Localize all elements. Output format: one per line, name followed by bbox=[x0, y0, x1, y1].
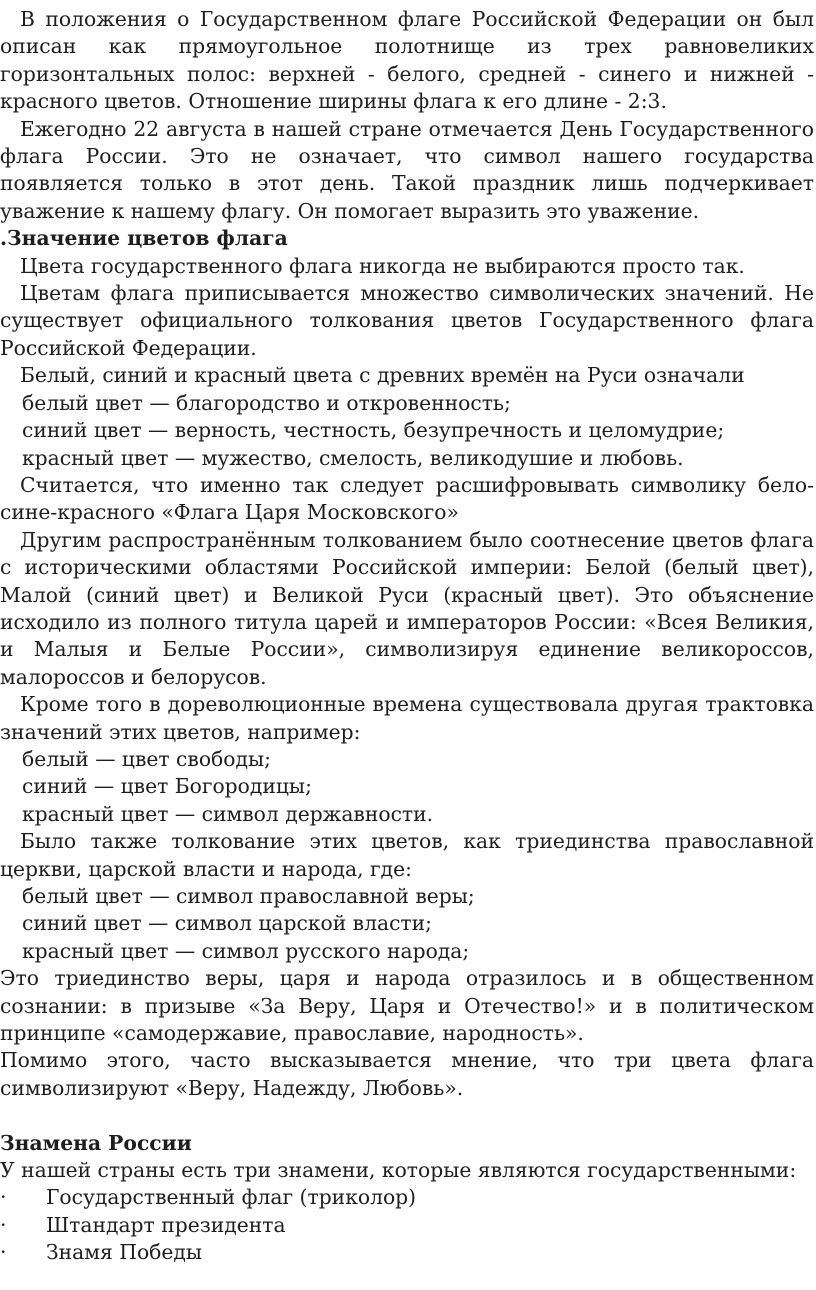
paragraph-flag-day: Ежегодно 22 августа в нашей стране отмечается День Государственного флага России. Это не означает, что символ нашего государства появляется только в этот день. Такой праздник лишь подчеркивает уважение к нашему флагу. Он помогает выразить это уважение. bbox=[0, 116, 814, 223]
bullet-marker: · bbox=[0, 1240, 7, 1265]
bullet-text: Государственный флаг (триколор) bbox=[46, 1185, 417, 1210]
list-item: красный цвет — символ державности. bbox=[22, 801, 434, 826]
paragraph-faith-hope-love: Помимо этого, часто высказывается мнение, что три цвета флага символизируют «Веру, Надежду, Любовь». bbox=[0, 1048, 814, 1100]
list-item: белый — цвет свободы; bbox=[22, 746, 271, 771]
bullet-text: Штандарт президента bbox=[46, 1212, 286, 1237]
bullet-marker: · bbox=[0, 1212, 7, 1237]
bullet-text: Знамя Победы bbox=[46, 1240, 203, 1265]
list-item: красный цвет — символ русского народа; bbox=[22, 938, 470, 963]
blank-line bbox=[0, 1102, 814, 1129]
list-item: синий цвет — верность, честность, безупречность и целомудрие; bbox=[22, 418, 725, 443]
paragraph-flag-description: В положения о Государственном флаге Российской Федерации он был описан как прямоугольное полотнище из трех равновеликих горизонтальных полос: верхней - белого, средней - синего и нижней - красного цветов. Отношение ширины флага к его длине - 2:3. bbox=[0, 7, 814, 114]
heading-colors-meaning: .Значение цветов флага bbox=[0, 226, 288, 251]
list-item: синий цвет — символ царской власти; bbox=[22, 911, 432, 936]
list-item: белый цвет — благородство и откровенность; bbox=[22, 390, 511, 415]
bullet-item bbox=[0, 1212, 814, 1239]
paragraph-tsar-flag: Считается, что именно так следует расшифровывать символику бело-сине-красного «Флага Царя Московского» bbox=[0, 472, 814, 525]
paragraph-colors-intro: Цвета государственного флага никогда не выбираются просто так. bbox=[20, 253, 745, 278]
list-item: синий — цвет Богородицы; bbox=[22, 774, 312, 799]
paragraph-ancient-meaning: Белый, синий и красный цвета с древних времён на Руси означали bbox=[20, 363, 745, 388]
heading-banners-of-russia: Знамена России bbox=[0, 1130, 192, 1155]
bullet-item bbox=[0, 1239, 814, 1266]
bullet-marker: · bbox=[0, 1185, 7, 1210]
list-item: белый цвет — символ православной веры; bbox=[22, 884, 475, 908]
paragraph-regions-meaning: Другим распространённым толкованием было соотнесение цветов флага с историческими областями Российской империи: Белой (белый цвет), Малой (синий цвет) и Великой Руси (красный цвет). Это объяснение исходило из полного титула царей и императоров России: «Всея Великия, и Малыя и Белые России», символизируя единение великороссов, малороссов и белорусов. bbox=[0, 527, 814, 689]
paragraph-trinity-consciousness: Это триединство веры, царя и народа отразилось и в общественном сознании: в призыве «За Веру, Царя и Отечество!» и в политическом принципе «самодержавие, православие, народность». bbox=[0, 966, 814, 1046]
paragraph-prerevolution-meaning: Кроме того в дореволюционные времена существовала другая трактовка значений этих цветов, например: bbox=[0, 692, 814, 744]
paragraph-trinity-meaning: Было также толкование этих цветов, как триединства православной церкви, царской власти и народа, где: bbox=[0, 829, 814, 881]
paragraph-three-banners: У нашей страны есть три знамени, которые являются государственными: bbox=[0, 1158, 797, 1183]
list-item: красный цвет — мужество, смелость, великодушие и любовь. bbox=[22, 445, 684, 470]
paragraph-no-official-meaning: Цветам флага приписывается множество символических значений. Не существует официального толкования цветов Государственного флага Российской Федерации. bbox=[0, 281, 814, 360]
bullet-item bbox=[0, 1184, 814, 1211]
